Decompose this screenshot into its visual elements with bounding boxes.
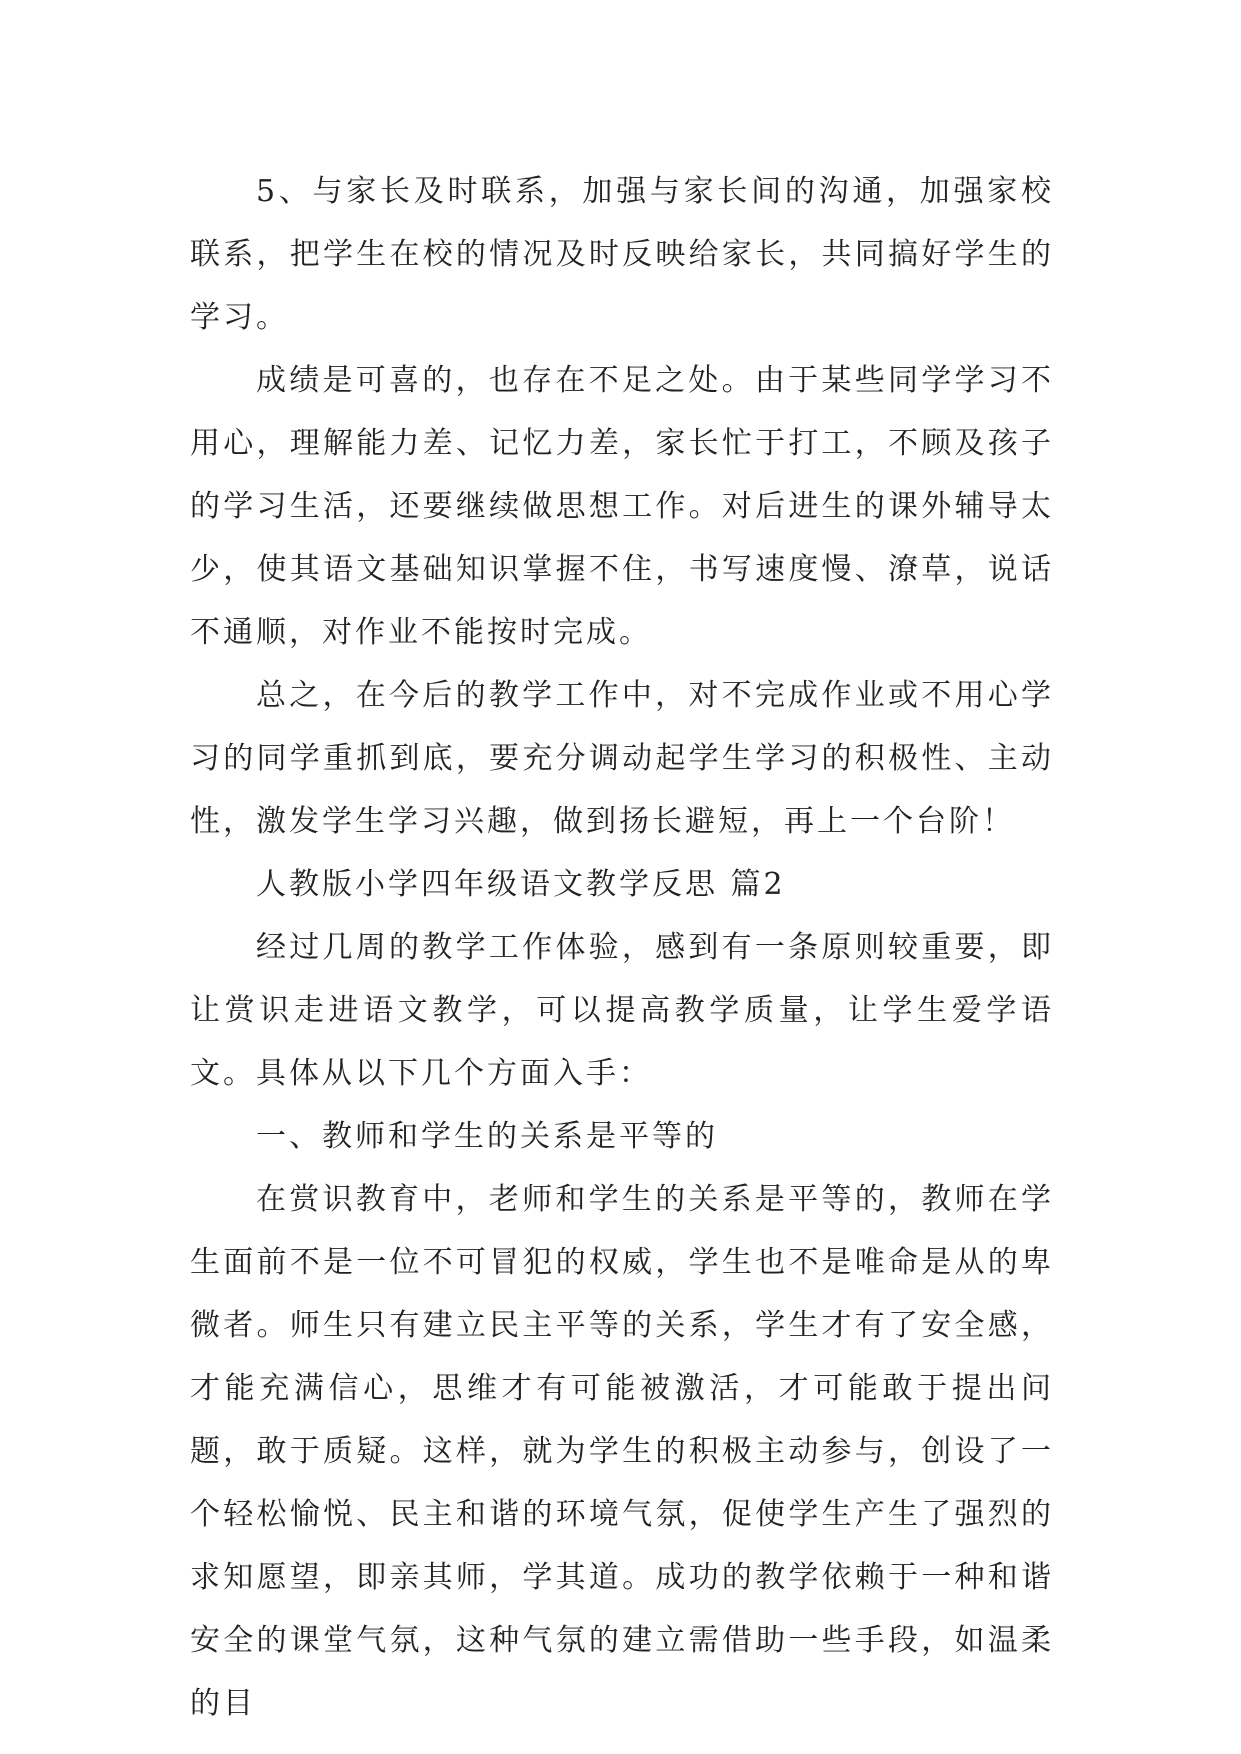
paragraph-intro-appreciation: 经过几周的教学工作体验，感到有一条原则较重要，即让赏识走进语文教学，可以提高教学质量，让学生爱学语文。具体从以下几个方面入手： <box>190 930 1054 1091</box>
paragraph-contact-parents: 5、与家长及时联系，加强与家长间的沟通，加强家校联系，把学生在校的情况及时反映给家长，共同搞好学生的学习。 <box>190 174 1054 335</box>
paragraph-conclusion: 总之，在今后的教学工作中，对不完成作业或不用心学习的同学重抓到底，要充分调动起学生学习的积极性、主动性，激发学生学习兴趣，做到扬长避短，再上一个台阶！ <box>190 678 1054 839</box>
paragraph-appreciation-education: 在赏识教育中，老师和学生的关系是平等的，教师在学生面前不是一位不可冒犯的权威，学生也不是唯命是从的卑微者。师生只有建立民主平等的关系，学生才有了安全感，才能充满信心，思维才有可能被激活，才可能敢于提出问题，敢于质疑。这样，就为学生的积极主动参与，创设了一个轻松愉悦、民主和谐的环境气氛，促使学生产生了强烈的求知愿望，即亲其师，学其道。成功的教学依赖于一种和谐安全的课堂气氛，这种气氛的建立需借助一些手段，如温柔的目 <box>190 1182 1054 1721</box>
subheading-equal-relationship: 一、教师和学生的关系是平等的 <box>256 1119 718 1154</box>
paragraph-shortcomings: 成绩是可喜的，也存在不足之处。由于某些同学学习不用心，理解能力差、记忆力差，家长忙于打工，不顾及孩子的学习生活，还要继续做思想工作。对后进生的课外辅导太少，使其语文基础知识掌握不住，书写速度慢、潦草，说话不通顺，对作业不能按时完成。 <box>190 363 1054 650</box>
section-heading-part2: 人教版小学四年级语文教学反思 篇2 <box>256 867 786 902</box>
document-body <box>190 160 1054 1735</box>
